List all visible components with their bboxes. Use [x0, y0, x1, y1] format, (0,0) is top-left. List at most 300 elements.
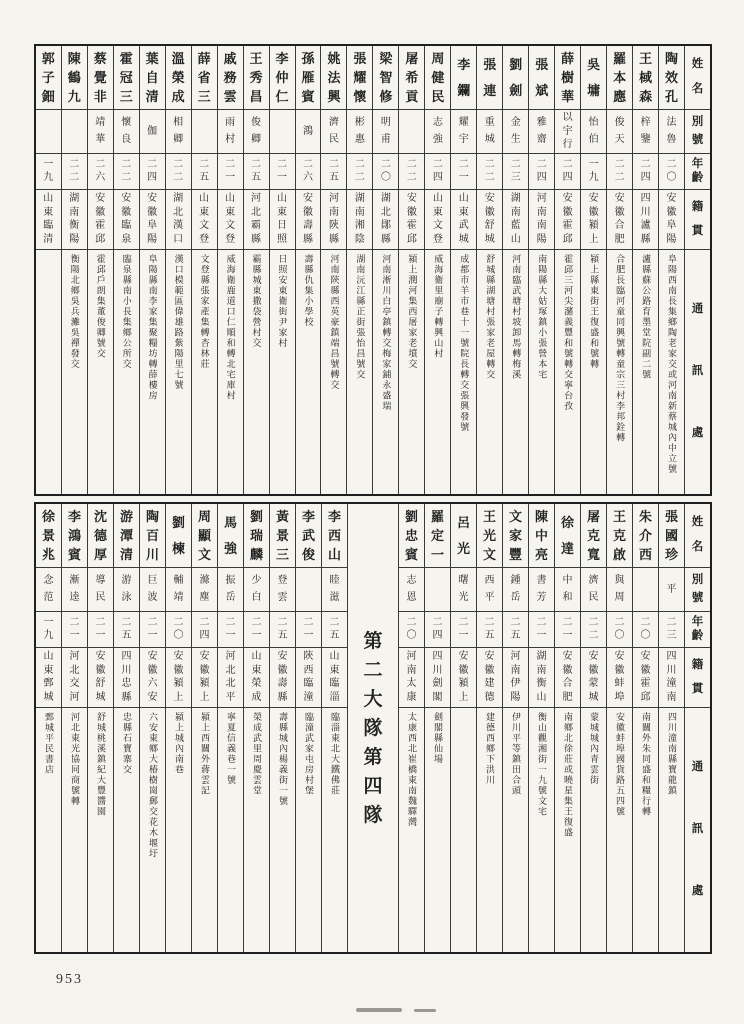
person-name-text: 徐 達 [560, 515, 574, 556]
person-address [555, 250, 580, 494]
person-alias [399, 110, 424, 154]
person-name-text: 李 西 山 [327, 509, 341, 562]
person-name [114, 46, 139, 110]
person-alias-text: 少 白 [251, 574, 262, 604]
person-origin-text: 湖 南 衡 陽 [69, 192, 80, 246]
person-address-text: 衡陽北鄉吳兵灘吳禪發交 [69, 254, 80, 370]
person-name-text: 陳 中 亮 [534, 509, 548, 562]
person-age-text: 二 〇 [614, 617, 625, 641]
person-origin [529, 190, 554, 250]
person-name [581, 46, 606, 110]
person-origin [296, 648, 321, 708]
person-alias [166, 568, 191, 612]
person-age [477, 612, 502, 648]
person-alias [633, 568, 658, 612]
person-alias [555, 568, 580, 612]
person-origin-text: 山 東 臨 淄 [329, 650, 340, 704]
person-address-text: 衡山觀湘街一九號文宅 [537, 712, 547, 817]
person-age-text: 二 二 [588, 617, 599, 641]
person-origin-text: 安 徽 霍 邱 [640, 650, 651, 704]
person-origin [88, 648, 113, 708]
person-address-text: 河北東光協同商號轉 [70, 712, 80, 807]
person-age [62, 612, 87, 648]
person-name-text: 屠 希 貢 [405, 51, 419, 104]
header-origin-label: 籍 貫 [691, 201, 704, 237]
person-address [88, 708, 113, 952]
person-age [270, 612, 295, 648]
person-name [140, 46, 165, 110]
person-address-text: 蒙城城內青雲街 [589, 712, 599, 786]
person-address [529, 708, 554, 952]
person-name-text: 王 光 文 [482, 509, 496, 562]
person-age [270, 154, 295, 190]
person-age [140, 154, 165, 190]
person-name-text: 李 仲 仁 [275, 51, 289, 104]
person-column [61, 504, 87, 952]
person-age [633, 612, 658, 648]
person-name-text: 黃 景 三 [275, 509, 289, 562]
person-alias [166, 110, 191, 154]
person-name-text: 劉 楝 [171, 515, 185, 556]
person-address-text: 阜陽縣南李家集聚糧坊轉薛樓房 [147, 254, 158, 401]
person-origin-text: 湖 南 藍 山 [510, 192, 521, 246]
person-age-text: 二 〇 [380, 159, 391, 183]
person-alias-text: 振 岳 [225, 574, 236, 604]
person-origin-text: 河 南 陝 縣 [328, 192, 339, 246]
person-address [36, 708, 61, 952]
person-name [166, 504, 191, 568]
person-alias-text [296, 568, 321, 611]
person-age [555, 154, 580, 190]
person-name-text: 朱 介 西 [638, 509, 652, 562]
person-address-text: 河南陝縣西英豪鎮端昌號轉交 [329, 254, 340, 391]
person-name [192, 46, 217, 110]
person-origin-text: 山 東 鄄 城 [43, 650, 54, 704]
person-address-text: 劍閣縣仙場 [433, 712, 443, 765]
person-alias [62, 568, 87, 612]
person-address [140, 708, 165, 952]
person-name-text: 劉 劍 [509, 57, 523, 98]
person-origin [36, 190, 61, 250]
person-origin [62, 190, 87, 250]
person-age [529, 154, 554, 190]
person-origin-text: 河 南 太 康 [406, 650, 417, 704]
person-origin-text: 安 徽 六 安 [147, 650, 158, 704]
person-address [477, 708, 502, 952]
person-address-text: 寧夏信義巷一號 [226, 712, 236, 786]
person-name-text: 梁 智 修 [379, 51, 393, 104]
person-origin-text: 山 東 文 登 [199, 192, 210, 246]
person-alias-text: 書 芳 [536, 574, 547, 604]
person-age-text: 二 二 [69, 159, 80, 183]
person-origin [140, 190, 165, 250]
person-name [244, 504, 269, 568]
person-origin [633, 190, 658, 250]
person-alias [607, 110, 632, 154]
person-origin-text: 安 徽 阜 陽 [147, 192, 158, 246]
person-origin [218, 648, 243, 708]
person-age [114, 154, 139, 190]
person-address [477, 250, 502, 494]
person-age-text: 二 一 [303, 617, 314, 641]
person-origin [399, 190, 424, 250]
person-address-text: 六安東鄉大椿樹崗郵交花木堰圩 [148, 712, 158, 859]
header-age [685, 154, 710, 190]
person-address [62, 708, 87, 952]
person-age [581, 612, 606, 648]
person-name-text: 劉 忠 賓 [404, 509, 418, 562]
person-name-text: 蔡 覺 非 [93, 51, 107, 104]
person-age-text: 二 四 [147, 159, 158, 183]
person-alias-text: 俊 卿 [251, 116, 262, 146]
person-column [269, 46, 295, 494]
person-name-text: 周 健 民 [431, 51, 445, 104]
person-alias [114, 568, 139, 612]
person-address [114, 250, 139, 494]
person-alias [140, 110, 165, 154]
person-address [581, 250, 606, 494]
person-name [633, 46, 658, 110]
person-age-text: 二 一 [95, 617, 106, 641]
person-name-text: 霍 冠 三 [119, 51, 133, 104]
person-alias-text: 平 [666, 583, 677, 595]
person-name [607, 46, 632, 110]
person-column [606, 46, 632, 494]
person-origin-text: 安 徽 合 肥 [562, 650, 573, 704]
person-origin [347, 190, 372, 250]
person-alias [477, 568, 502, 612]
person-origin-text: 河 北 交 河 [69, 650, 80, 704]
person-origin-text: 四 川 忠 縣 [121, 650, 132, 704]
person-name-text: 張 國 珍 [664, 509, 678, 562]
person-address [633, 708, 658, 952]
person-address [451, 250, 476, 494]
person-column [320, 46, 346, 494]
person-age-text: 二 四 [432, 159, 443, 183]
person-age [166, 612, 191, 648]
person-age-text: 二 五 [328, 159, 339, 183]
person-alias [322, 568, 347, 612]
person-origin-text: 四 川 瀘 縣 [640, 192, 651, 246]
person-address-text: 湖南沅江縣正街張怡昌號交 [355, 254, 366, 380]
person-age [607, 154, 632, 190]
header-name-label: 姓 名 [691, 58, 704, 96]
person-address [218, 708, 243, 952]
person-origin-text: 安 徽 潁 上 [458, 650, 469, 704]
person-origin [581, 190, 606, 250]
person-alias-text: 懷 良 [121, 116, 132, 146]
person-alias-text: 靖 華 [95, 116, 106, 146]
person-origin-text: 安 徽 潁 上 [173, 650, 184, 704]
person-name [62, 504, 87, 568]
person-name-text: 文 家 豐 [508, 509, 522, 562]
person-address-text: 文登縣張家產集轉杏林莊 [199, 254, 210, 370]
person-age [36, 154, 61, 190]
person-address [322, 708, 347, 952]
person-alias-text: 梓 鑒 [640, 116, 651, 146]
header-alias-label: 別 號 [691, 115, 704, 146]
person-age [88, 154, 113, 190]
person-age [218, 154, 243, 190]
person-age [140, 612, 165, 648]
person-address-text: 威海衛鹿道口仁順和轉北宅庫村 [225, 254, 236, 401]
person-age-text: 一 九 [43, 617, 54, 641]
person-alias-text: 耀 宇 [458, 116, 469, 146]
person-address [140, 250, 165, 494]
person-age-text: 二 六 [302, 159, 313, 183]
person-name-text: 馬 強 [223, 515, 237, 556]
person-alias [244, 568, 269, 612]
person-origin [451, 648, 476, 708]
person-origin-text: 安 徽 舒 城 [484, 192, 495, 246]
person-name [399, 46, 424, 110]
person-column [269, 504, 295, 952]
person-origin [62, 648, 87, 708]
person-alias-text: 法 魯 [666, 116, 677, 146]
person-name-text: 徐 景 兆 [41, 509, 55, 562]
person-age-text: 二 五 [199, 159, 210, 183]
person-address [218, 250, 243, 494]
person-name-text: 周 顯 文 [197, 509, 211, 562]
person-address-text: 榮成武里周慶雲堂 [252, 712, 262, 796]
person-address-text: 瀘縣蘇公路育墨堂院副二號 [641, 254, 652, 380]
person-address [166, 708, 191, 952]
person-age [659, 612, 684, 648]
person-name [503, 504, 528, 568]
person-age-text: 二 二 [614, 159, 625, 183]
person-origin-text: 湖 北 漢 口 [173, 192, 184, 246]
person-age [192, 154, 217, 190]
person-name [425, 46, 450, 110]
person-alias-text: 彬 惠 [354, 116, 365, 146]
person-column [346, 46, 372, 494]
person-alias-text: 曙 光 [458, 574, 469, 604]
person-origin [581, 648, 606, 708]
person-name [36, 46, 61, 110]
person-age-text: 二 三 [666, 617, 677, 641]
person-address-text: 南陽縣大姑塚鎮小張營本宅 [537, 254, 548, 380]
person-address [399, 250, 424, 494]
person-name [218, 46, 243, 110]
header-age-label: 年 齡 [691, 157, 704, 184]
person-address [659, 708, 684, 952]
person-age [399, 154, 424, 190]
person-age [36, 612, 61, 648]
person-origin [244, 190, 269, 250]
person-origin [296, 190, 321, 250]
person-alias-text: 俊 天 [614, 116, 625, 146]
person-age-text: 二 四 [199, 617, 210, 641]
person-address [88, 250, 113, 494]
person-age [347, 154, 372, 190]
person-name [373, 46, 398, 110]
person-alias-text: 導 民 [95, 574, 106, 604]
person-origin [114, 190, 139, 250]
header-address [685, 250, 710, 494]
person-name-text: 陳 鶴 九 [67, 51, 81, 104]
person-origin-text: 河 北 霸 縣 [251, 192, 262, 246]
person-age [555, 612, 580, 648]
person-alias [581, 568, 606, 612]
person-alias [36, 568, 61, 612]
person-age-text: 二 二 [484, 159, 495, 183]
header-origin-label: 籍 貫 [691, 659, 704, 695]
person-alias-text: 西 平 [484, 574, 495, 604]
person-name-text: 王 秀 昌 [249, 51, 263, 104]
person-address-text: 合肥長臨河童同興號轉童宗三村李邦銓轉 [615, 254, 626, 443]
person-column [217, 46, 243, 494]
person-address [659, 250, 684, 494]
person-address [425, 250, 450, 494]
roster-table-upper [34, 44, 712, 496]
person-address-text: 臨潼武家屯房村堡 [304, 712, 314, 796]
person-age [659, 154, 684, 190]
person-age-text: 二 二 [121, 159, 132, 183]
person-name [659, 46, 684, 110]
person-address [503, 708, 528, 952]
person-origin-text: 湖 南 衡 山 [536, 650, 547, 704]
person-age [244, 612, 269, 648]
person-alias-text: 志 強 [432, 116, 443, 146]
person-address-text: 太康西北崔橋東南魏驛灣 [407, 712, 417, 828]
person-age [321, 154, 346, 190]
person-origin [36, 648, 61, 708]
person-alias [373, 110, 398, 154]
person-alias-text: 雨 村 [225, 116, 236, 146]
person-alias-text [425, 568, 450, 611]
person-column [606, 504, 632, 952]
person-origin [659, 648, 684, 708]
person-age [166, 154, 191, 190]
person-alias-text: 游 泳 [121, 574, 132, 604]
person-age [477, 154, 502, 190]
person-origin [503, 648, 528, 708]
person-age [296, 154, 321, 190]
person-name [477, 504, 502, 568]
person-address [192, 250, 217, 494]
person-column [580, 504, 606, 952]
person-alias-text: 睦 滋 [329, 574, 340, 604]
person-name-text: 游 潭 清 [119, 509, 133, 562]
person-age-text: 二 一 [536, 617, 547, 641]
person-column [191, 46, 217, 494]
person-origin-text: 山 東 文 登 [432, 192, 443, 246]
person-age-text: 二 五 [510, 617, 521, 641]
header-origin [685, 190, 710, 250]
person-origin-text: 山 東 文 登 [225, 192, 236, 246]
person-origin [322, 648, 347, 708]
person-alias [88, 110, 113, 154]
person-age [399, 612, 424, 648]
person-address [62, 250, 87, 494]
person-alias [270, 110, 295, 154]
person-address-text: 南關外朱同盛和糧行轉 [641, 712, 651, 817]
person-column [113, 504, 139, 952]
person-address [296, 250, 321, 494]
person-alias [477, 110, 502, 154]
person-alias-text [399, 110, 424, 153]
person-column [87, 504, 113, 952]
person-column [36, 46, 61, 494]
person-age-text: 二 一 [147, 617, 158, 641]
person-address-text: 安徽蚌埠國貨路五四號 [615, 712, 625, 817]
person-name [659, 504, 684, 568]
person-name [218, 504, 243, 568]
person-name-text: 陶 百 川 [145, 509, 159, 562]
person-column [165, 504, 191, 952]
person-alias-text [633, 568, 658, 611]
person-name-text: 葉 自 清 [145, 51, 159, 104]
person-age-text: 二 六 [95, 159, 106, 183]
person-name-text: 屠 克 寬 [586, 509, 600, 562]
person-address [192, 708, 217, 952]
person-alias-text: 滌 塵 [199, 574, 210, 604]
person-alias-text: 巨 波 [147, 574, 158, 604]
person-origin-text: 陝 西 臨 潼 [303, 650, 314, 704]
person-age-text: 二 四 [536, 159, 547, 183]
header-age-label: 年 齡 [691, 615, 704, 642]
person-column [165, 46, 191, 494]
person-age-text: 二 一 [69, 617, 80, 641]
person-origin [425, 648, 450, 708]
person-alias [581, 110, 606, 154]
person-age-text: 二 〇 [173, 617, 184, 641]
person-name-text: 張 耀 懷 [353, 51, 367, 104]
person-alias [503, 568, 528, 612]
header-origin [685, 648, 710, 708]
person-age [62, 154, 87, 190]
person-alias-text: 中 和 [562, 574, 573, 604]
person-alias [503, 110, 528, 154]
person-age-text: 二 二 [406, 159, 417, 183]
squad-divider-label: 第 二 大 隊 第 四 隊 [363, 630, 383, 826]
person-name-text: 王 棫 森 [639, 51, 653, 104]
person-origin-text: 山 東 榮 成 [251, 650, 262, 704]
header-age [685, 612, 710, 648]
person-age-text: 二 五 [121, 617, 132, 641]
person-origin-text: 河 南 伊 陽 [510, 650, 521, 704]
person-name-text: 羅 本 應 [613, 51, 627, 104]
person-origin-text: 安 徽 霍 邱 [562, 192, 573, 246]
person-address [244, 250, 269, 494]
person-address-text: 舒城桃溪鎮紀大豐醬園 [96, 712, 106, 817]
person-address [503, 250, 528, 494]
person-age-text: 一 九 [588, 159, 599, 183]
person-alias-text: 雅 齋 [536, 116, 547, 146]
person-age-text: 二 一 [225, 617, 236, 641]
person-column [476, 46, 502, 494]
person-name-text: 薛 樹 華 [561, 51, 575, 104]
person-name-text: 張 連 [483, 57, 497, 98]
person-address [633, 250, 658, 494]
person-name-text: 陶 效 孔 [665, 51, 679, 104]
person-origin [321, 190, 346, 250]
person-origin-text: 安 徽 蚌 埠 [614, 650, 625, 704]
person-name-text: 王 克 啟 [612, 509, 626, 562]
person-alias-text: 鍾 岳 [510, 574, 521, 604]
person-column [476, 504, 502, 952]
person-address-text: 潁上縣東街王復盛和號轉 [589, 254, 600, 370]
person-alias [114, 110, 139, 154]
person-name [451, 504, 476, 568]
person-name-text: 李 鑭 [457, 57, 471, 98]
person-column [217, 504, 243, 952]
person-alias [529, 568, 554, 612]
person-alias [659, 110, 684, 154]
person-alias-text: 鴻 [302, 125, 313, 137]
person-name [581, 504, 606, 568]
person-column [321, 504, 347, 952]
